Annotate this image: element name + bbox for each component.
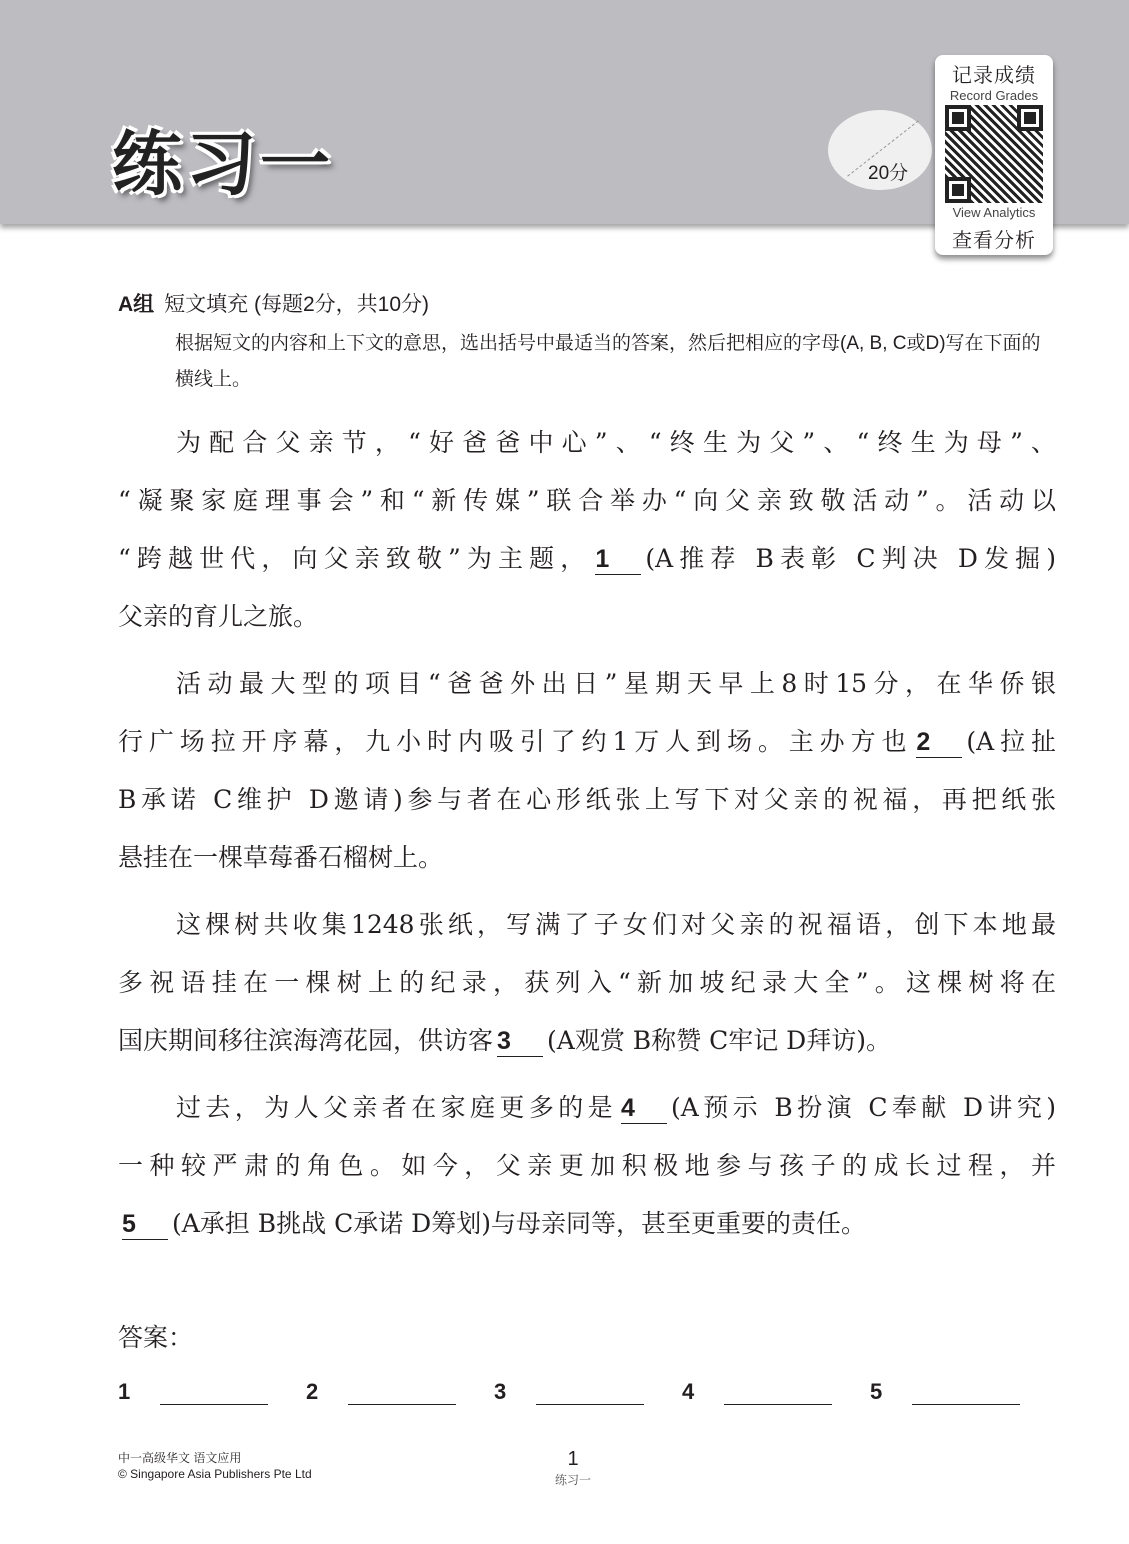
passage: [118, 420, 1056, 1268]
text-line: [118, 960, 1056, 1018]
text-segment: (A观赏 B称赞 C牢记 D拜访)。: [547, 1026, 891, 1055]
answer-number: 4: [682, 1379, 695, 1404]
qr-view-analytics-en: View Analytics: [952, 205, 1036, 220]
text-segment: 过去，为人父亲者在家庭更多的是: [176, 1093, 618, 1122]
answer-row: [118, 1376, 1058, 1405]
text-segment: (A拉扯: [966, 727, 1056, 756]
paragraph: [118, 902, 1056, 1076]
answer-label: 答案：: [118, 1323, 194, 1352]
qr-card[interactable]: [935, 55, 1053, 255]
copyright: © Singapore Asia Publishers Pte Ltd: [118, 1467, 312, 1481]
footer-left: [118, 1450, 312, 1482]
answer-item: [118, 1376, 306, 1405]
text-segment: 行广场拉开序幕，九小时内吸引了约1万人到场。主办方也: [118, 727, 913, 756]
text-line: [118, 478, 1056, 536]
section-title: 短文填充 (每题2分，共10分): [164, 293, 430, 316]
text-segment: 悬挂在一棵草莓番石榴树上。: [118, 843, 444, 872]
answer-line-1[interactable]: [160, 1376, 268, 1405]
answer-line-5[interactable]: [912, 1376, 1020, 1405]
answer-number: 5: [870, 1379, 883, 1404]
paragraph: [118, 1085, 1056, 1259]
text-line: [118, 1085, 1056, 1143]
page-footer-title: 练习一: [554, 1473, 591, 1487]
answer-item: [870, 1376, 1058, 1405]
text-segment: (A推荐 B表彰 C判决 D发掘): [645, 544, 1056, 573]
qr-view-analytics-cn: 查看分析: [952, 230, 1036, 252]
text-segment: 一种较严肃的角色。如今，父亲更加积极地参与孩子的成长过程，并: [118, 1151, 1056, 1180]
answer-blank-4: 4: [621, 1093, 667, 1124]
page-number: 1: [567, 1448, 579, 1470]
text-line: [118, 1143, 1056, 1201]
paragraph: [118, 420, 1056, 652]
section-heading: [118, 288, 429, 318]
answer-number: 2: [306, 1379, 319, 1404]
text-segment: (A预示 B扮演 C奉献 D讲究): [671, 1093, 1056, 1122]
total-score: 20分: [868, 163, 909, 184]
footer-center: [540, 1448, 606, 1488]
answer-blank-2: 2: [916, 727, 962, 758]
text-line: [118, 902, 1056, 960]
text-segment: “跨越世代，向父亲致敬”为主题，: [118, 544, 592, 573]
instructions: 根据短文的内容和上下文的意思，选出括号中最适当的答案，然后把相应的字母(A, B, C或D)写在下面的横线上。: [175, 333, 1041, 390]
text-segment: (A承担 B挑战 C承诺 D筹划)与母亲同等，甚至更重要的责任。: [172, 1209, 866, 1238]
answer-line-4[interactable]: [724, 1376, 832, 1405]
answer-item: [494, 1376, 682, 1405]
text-segment: 国庆期间移往滨海湾花园，供访客: [118, 1026, 494, 1055]
answer-blank-5: 5: [122, 1209, 168, 1240]
answer-item: [306, 1376, 494, 1405]
text-line: [118, 1201, 1056, 1259]
text-line: [118, 420, 1056, 478]
answer-number: 3: [494, 1379, 507, 1404]
text-line: [118, 835, 1056, 893]
paragraph: [118, 661, 1056, 893]
section-label: A组: [118, 293, 155, 316]
text-line: [118, 1018, 1056, 1076]
text-line: [118, 777, 1056, 835]
text-line: [118, 536, 1056, 594]
answer-blank-3: 3: [497, 1026, 543, 1057]
answer-item: [682, 1376, 870, 1405]
text-segment: 为配合父亲节，“好爸爸中心”、“终生为父”、“终生为母”、: [176, 428, 1056, 457]
answer-line-3[interactable]: [536, 1376, 644, 1405]
text-segment: 活动最大型的项目“爸爸外出日”星期天早上8时15分，在华侨银: [176, 669, 1056, 698]
text-segment: 这棵树共收集1248张纸，写满了子女们对父亲的祝福语，创下本地最: [176, 910, 1056, 939]
book-title: 中一高级华文 语文应用: [118, 1451, 242, 1465]
text-line: [118, 594, 1056, 652]
answer-line-2[interactable]: [348, 1376, 456, 1405]
qr-record-grades-cn: 记录成绩: [952, 65, 1036, 87]
answer-blank-1: 1: [595, 544, 641, 575]
score-badge: [828, 110, 932, 190]
qr-record-grades-en: Record Grades: [949, 88, 1039, 103]
text-line: [118, 719, 1056, 777]
text-line: [118, 661, 1056, 719]
text-segment: 多祝语挂在一棵树上的纪录，获列入“新加坡纪录大全”。这棵树将在: [118, 968, 1056, 997]
text-segment: B承诺 C维护 D邀请)参与者在心形纸张上写下对父亲的祝福，再把纸张: [118, 785, 1056, 814]
text-segment: 父亲的育儿之旅。: [118, 602, 319, 631]
qr-code-icon[interactable]: [945, 105, 1043, 203]
exercise-title: 练习一: [112, 123, 334, 205]
answer-number: 1: [118, 1379, 131, 1404]
text-segment: “凝聚家庭理事会”和“新传媒”联合举办“向父亲致敬活动”。活动以: [118, 486, 1056, 515]
